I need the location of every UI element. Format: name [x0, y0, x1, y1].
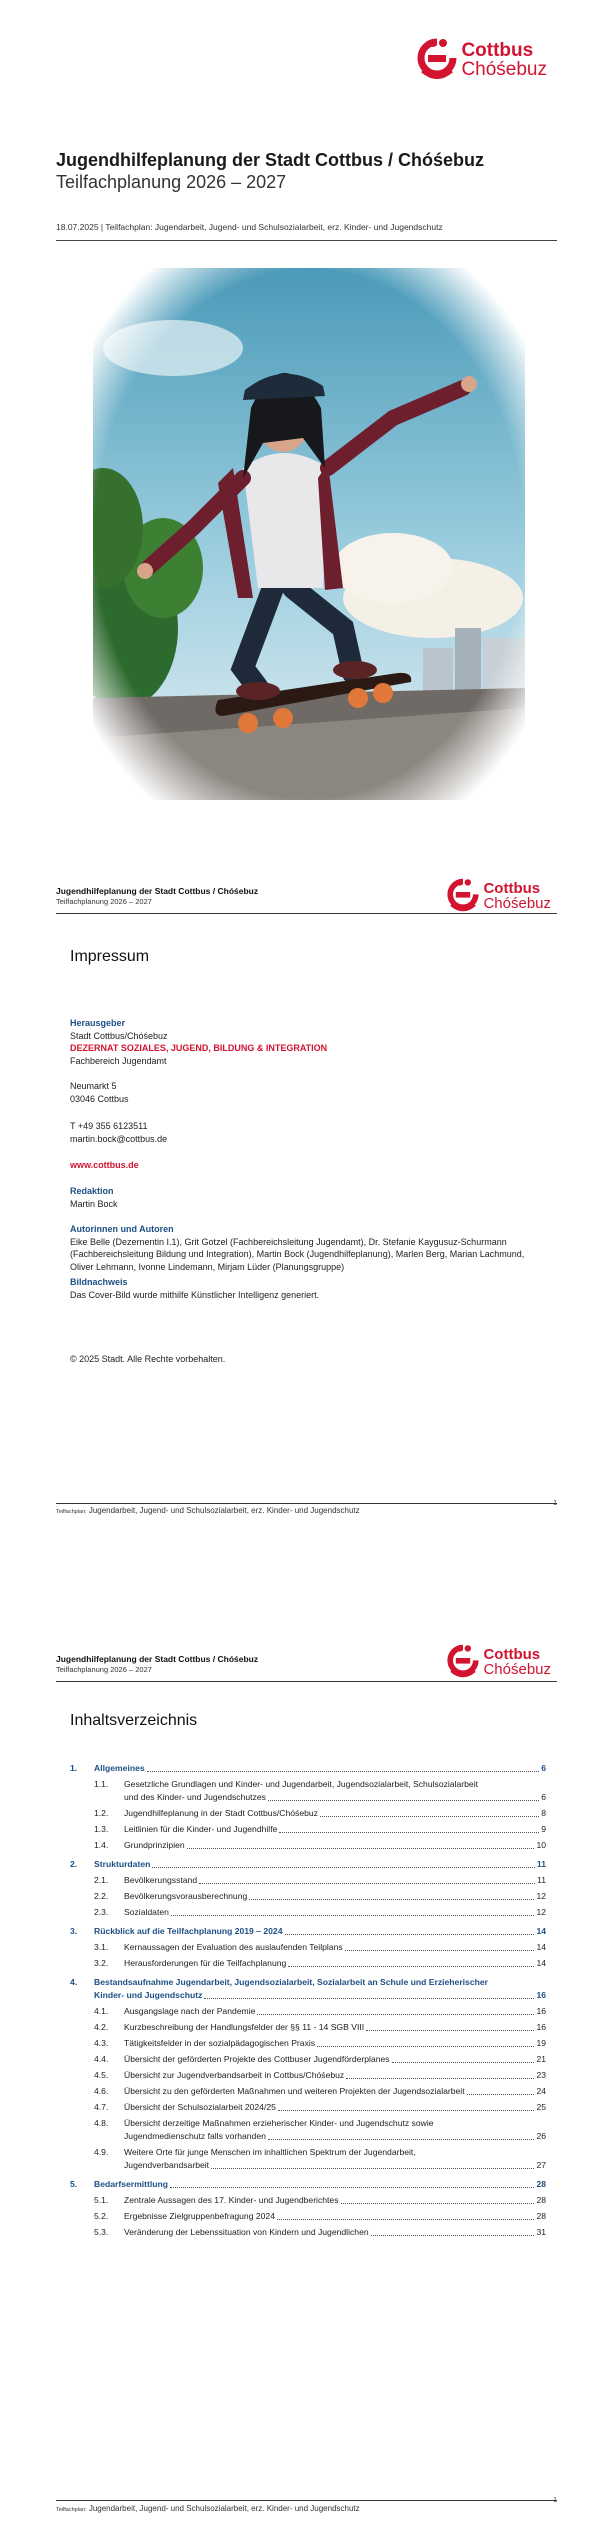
toc-entry-page: 26 [536, 2131, 546, 2141]
toc-entry-page: 8 [541, 1808, 546, 1818]
toc-entry-label: Bedarfsermittlung [94, 2179, 169, 2189]
toc-entry-label: Strukturdaten [94, 1859, 151, 1869]
page-number: 1 [553, 2497, 557, 2504]
toc-entry-page: 31 [536, 2227, 546, 2237]
toc-dot-leader [278, 2110, 535, 2111]
toc-section-entry[interactable] [70, 2146, 546, 2172]
cottbus-emblem-icon [447, 878, 479, 914]
toc-entry-label: Grundprinzipien [124, 1840, 185, 1850]
impressum-heading: Impressum [70, 948, 150, 965]
cover-divider [56, 240, 557, 241]
cottbus-logo [447, 1644, 551, 1680]
toc-section-entry[interactable] [70, 1823, 546, 1836]
toc-dot-leader [320, 1816, 539, 1817]
toc-entry-number: 4.4. [94, 2054, 109, 2064]
toc-section-entry[interactable] [70, 1778, 546, 1804]
toc-entry-label: Ausgangslage nach der Pandemie [124, 2006, 256, 2016]
dezernat-name: DEZERNAT SOZIALES, JUGEND, BILDUNG & INTEGRATION [70, 1043, 328, 1053]
toc-dot-leader [371, 2235, 535, 2236]
logo-name-line2: Chóśebuz [483, 895, 551, 912]
toc-dot-leader [279, 1832, 539, 1833]
address-city: 03046 Cottbus [70, 1093, 129, 1104]
toc-section-entry[interactable] [70, 2226, 546, 2239]
running-header-title: Jugendhilfeplanung der Stadt Cottbus / Chóśebuz [56, 886, 259, 896]
toc-entry-number: 4.8. [94, 2118, 109, 2128]
toc-section-entry[interactable] [70, 1839, 546, 1852]
toc-entry-label: Rückblick auf die Teilfachplanung 2019 – 2024 [94, 1926, 283, 1936]
toc-section-entry[interactable] [70, 1807, 546, 1820]
toc-dot-leader [345, 1950, 535, 1951]
toc-entry-page: 28 [536, 2179, 546, 2189]
toc-entry-number: 4.9. [94, 2147, 109, 2157]
redaktion-label: Redaktion [70, 1186, 114, 1196]
copyright: © 2025 Stadt. Alle Rechte vorbehalten. [70, 1354, 226, 1364]
toc-entry-number: 1. [70, 1763, 78, 1773]
logo-name-line1: Cottbus [483, 880, 541, 897]
toc-section-entry[interactable] [70, 2194, 546, 2207]
toc-section-entry[interactable] [70, 1957, 546, 1970]
cottbus-emblem-icon [417, 38, 457, 82]
toc-entry-page: 12 [536, 1907, 546, 1917]
toc-entry-number: 2.3. [94, 1907, 109, 1917]
footer-prefix: Teilfachplan: [56, 2507, 87, 2513]
toc-entry-page: 16 [536, 2006, 546, 2016]
toc-entry-page: 14 [536, 1958, 546, 1968]
footer-divider [56, 1503, 557, 1504]
contact-phone: T +49 355 6123511 [70, 1121, 148, 1131]
toc-section-entry[interactable] [70, 2117, 546, 2143]
impressum-herausgeber [70, 1017, 540, 1067]
toc-entry-number: 1.2. [94, 1808, 109, 1818]
address-street: Neumarkt 5 [70, 1081, 117, 1091]
toc-entry-label: Jugendhilfeplanung in der Stadt Cottbus/Chóśebuz [124, 1808, 318, 1818]
website-link[interactable]: www.cottbus.de [70, 1160, 139, 1170]
document-subtitle: Teilfachplanung 2026 – 2027 [56, 172, 287, 192]
toc-dot-leader [467, 2094, 535, 2095]
cover-page [0, 0, 595, 860]
toc-entry-page: 16 [536, 2022, 546, 2032]
impressum-bildnachweis [70, 1276, 540, 1301]
bildnachweis-label: Bildnachweis [70, 1277, 128, 1287]
running-header-title: Jugendhilfeplanung der Stadt Cottbus / Chóśebuz [56, 1654, 259, 1664]
toc-entry-label: Gesetzliche Grundlagen und Kinder- und Jugendarbeit, Jugendsozialarbeit, Schulsozialarbeit [124, 1779, 478, 1789]
document-title: Jugendhilfeplanung der Stadt Cottbus / Chóśebuz [56, 150, 484, 170]
toc-entry-label: Zentrale Aussagen des 17. Kinder- und Jugendberichtes [124, 2195, 339, 2205]
cottbus-emblem-icon [447, 1644, 479, 1680]
herausgeber-label: Herausgeber [70, 1018, 126, 1028]
toc-entry-number: 2.1. [94, 1875, 109, 1885]
toc-dot-leader [211, 2168, 534, 2169]
impressum-page [0, 860, 595, 1620]
toc-entry-number: 3.2. [94, 1958, 109, 1968]
footer-text [56, 2504, 360, 2513]
impressum-address [70, 1080, 540, 1105]
toc-entry-label: Übersicht zu den geförderten Maßnahmen und weiteren Projekten der Jugendsozialarbeit [124, 2086, 465, 2096]
toc-entry-number: 5.1. [94, 2195, 109, 2205]
toc-entry-number: 4.7. [94, 2102, 109, 2112]
toc-entry-page: 10 [536, 1840, 546, 1850]
logo-name-line2: Chóśebuz [483, 1661, 551, 1678]
toc-entry-number: 2. [70, 1859, 78, 1869]
toc-entry-label-continued: und des Kinder- und Jugendschutzes [124, 1792, 266, 1802]
toc-dot-leader [285, 1934, 535, 1935]
page-number: 1 [553, 1500, 557, 1507]
impressum-contact [70, 1120, 540, 1145]
redaktion-name: Martin Bock [70, 1198, 118, 1209]
toc-dot-leader [341, 2203, 535, 2204]
logo-name-line2: Chóśebuz [461, 59, 547, 80]
toc-entry-page: 6 [541, 1763, 546, 1773]
toc-section-entry[interactable] [70, 2101, 546, 2114]
toc-entry-label: Kernaussagen der Evaluation des auslaufenden Teilplans [124, 1942, 343, 1952]
toc-section-entry[interactable] [70, 2069, 546, 2082]
toc-dot-leader [199, 1883, 535, 1884]
toc-entry-page: 19 [536, 2038, 546, 2048]
toc-entry-label-continued: Jugendverbandsarbeit [124, 2160, 210, 2170]
toc-dot-leader [257, 2014, 534, 2015]
toc-dot-leader [268, 1800, 539, 1801]
toc-section-entry[interactable] [70, 2037, 546, 2050]
toc-dot-leader [147, 1771, 540, 1772]
toc-entry-label: Weitere Orte für junge Menschen im inhaltlichen Spektrum der Jugendarbeit, [124, 2147, 416, 2157]
toc-entry-page: 16 [536, 1990, 546, 2000]
footer-title: Jugendarbeit, Jugend- und Schulsozialarbeit, erz. Kinder- und Jugendschutz [88, 2504, 360, 2513]
toc-entry-label: Übersicht zur Jugendverbandsarbeit in Cottbus/Chóśebuz [124, 2070, 345, 2080]
toc-entry-page: 9 [541, 1824, 546, 1834]
toc-entry-page: 11 [536, 1859, 546, 1869]
autoren-list: Eike Belle (Dezernentin I.1), Grit Gotzel (Fachbereichsleitung Jugendamt), Dr. Stefanie Kaygusuz-Schurmann (Fachbereichsleitung Bildung und Integration), Martin Bock (Jugendhilfeplanung), Marlen Berg, Marian Lachmund, Oliver Lehmann, Ivonne Lindemann, Mirjam Lüder (Planungsgruppe) [70, 1236, 525, 1272]
footer-text [56, 1506, 360, 1515]
toc-dot-leader [288, 1966, 534, 1967]
toc-dot-leader [170, 2187, 534, 2188]
toc-dot-leader [249, 1899, 534, 1900]
toc-entry-number: 4.6. [94, 2086, 109, 2096]
footer-title: Jugendarbeit, Jugend- und Schulsozialarbeit, erz. Kinder- und Jugendschutz [88, 1506, 360, 1515]
cottbus-logo [447, 878, 551, 914]
toc-dot-leader [366, 2030, 534, 2031]
toc-entry-page: 28 [536, 2211, 546, 2221]
toc-entry-number: 5.3. [94, 2227, 109, 2237]
footer-divider [56, 2500, 557, 2501]
toc-entry-label-continued: Jugendmedienschutz falls vorhanden [124, 2131, 266, 2141]
toc-entry-page: 25 [536, 2102, 546, 2112]
toc-entry-label: Ergebnisse Zielgruppenbefragung 2024 [124, 2211, 275, 2221]
toc-entry-label: Bevölkerungsvorausberechnung [124, 1891, 248, 1901]
toc-entry-page: 6 [541, 1792, 546, 1802]
toc-heading: Inhaltsverzeichnis [70, 1712, 198, 1729]
toc-entry-number: 4.2. [94, 2022, 109, 2032]
toc-entry-page: 12 [536, 1891, 546, 1901]
toc-section-entry[interactable] [70, 2053, 546, 2066]
toc-entry-label: Übersicht der geförderten Projekte des Cottbuser Jugendförderplanes [124, 2054, 390, 2064]
toc-entry-label: Übersicht der Schulsozialarbeit 2024/25 [124, 2102, 276, 2112]
toc-entry-page: 14 [536, 1942, 546, 1952]
toc-page [0, 1620, 595, 2536]
toc-entry-label: Leitlinien für die Kinder- und Jugendhilfe [124, 1824, 278, 1834]
toc-dot-leader [187, 1848, 535, 1849]
toc-entry-label: Übersicht derzeitige Maßnahmen erzieherischer Kinder- und Jugendschutz sowie [124, 2118, 434, 2128]
toc-entry-label: Herausforderungen für die Teilfachplanung [124, 1958, 287, 1968]
logo-name-line1: Cottbus [461, 40, 534, 61]
toc-entry-number: 5.2. [94, 2211, 109, 2221]
toc-chapter-entry[interactable] [70, 1762, 546, 1775]
toc-entry-number: 4.3. [94, 2038, 109, 2048]
toc-entry-number: 3. [70, 1926, 78, 1936]
contact-email[interactable]: martin.bock@cottbus.de [70, 1133, 168, 1144]
toc-dot-leader [346, 2078, 534, 2079]
toc-dot-leader [317, 2046, 534, 2047]
toc-section-entry[interactable] [70, 1906, 546, 1919]
toc-entry-number: 1.3. [94, 1824, 109, 1834]
toc-entry-number: 4.1. [94, 2006, 109, 2016]
toc-entry-page: 23 [536, 2070, 546, 2080]
toc-chapter-entry[interactable] [70, 1858, 546, 1871]
toc-section-entry[interactable] [70, 1941, 546, 1954]
toc-entry-page: 24 [536, 2086, 546, 2096]
toc-entry-page: 11 [537, 1875, 546, 1885]
cover-illustration [93, 268, 525, 800]
footer-prefix: Teilfachplan: [56, 1509, 87, 1515]
toc-chapter-entry[interactable] [70, 1925, 546, 1938]
toc-section-entry[interactable] [70, 1874, 546, 1887]
logo-name-line1: Cottbus [483, 1646, 541, 1663]
running-header-divider [56, 1681, 557, 1682]
toc-entry-label: Kurzbeschreibung der Handlungsfelder der §§ 11 - 14 SGB VIII [124, 2022, 365, 2032]
toc-entry-label: Bevölkerungsstand [124, 1875, 198, 1885]
impressum-autoren [70, 1223, 540, 1273]
impressum-redaktion [70, 1185, 540, 1210]
toc-dot-leader [277, 2219, 534, 2220]
document-meta: 18.07.2025 | Teilfachplan: Jugendarbeit, Jugend- und Schulsozialarbeit, erz. Kinder- und Jugendschutz [56, 222, 443, 232]
toc-entry-number: 4.5. [94, 2070, 109, 2080]
toc-entry-label: Veränderung der Lebenssituation von Kindern und Jugendlichen [124, 2227, 369, 2237]
toc-dot-leader [392, 2062, 535, 2063]
running-header-subtitle: Teilfachplanung 2026 – 2027 [56, 897, 152, 906]
toc-entry-number: 3.1. [94, 1942, 109, 1952]
autoren-label: Autorinnen und Autoren [70, 1224, 174, 1234]
toc-entry-page: 28 [536, 2195, 546, 2205]
toc-section-entry[interactable] [70, 1890, 546, 1903]
toc-entry-page: 21 [536, 2054, 546, 2064]
toc-dot-leader [204, 1998, 534, 1999]
toc-dot-leader [268, 2139, 535, 2140]
toc-chapter-entry[interactable] [70, 1976, 546, 2002]
toc-entry-label: Allgemeines [94, 1763, 145, 1773]
toc-entry-page: 27 [536, 2160, 546, 2170]
toc-entry-number: 1.4. [94, 1840, 109, 1850]
bildnachweis-text: Das Cover-Bild wurde mithilfe Künstlicher Intelligenz generiert. [70, 1289, 320, 1300]
toc-entry-number: 2.2. [94, 1891, 109, 1901]
toc-entry-number: 1.1. [94, 1779, 109, 1789]
toc-section-entry[interactable] [70, 2005, 546, 2018]
toc-section-entry[interactable] [70, 2085, 546, 2098]
fachbereich-name: Fachbereich Jugendamt [70, 1055, 167, 1066]
toc-entry-label: Sozialdaten [124, 1907, 169, 1917]
toc-entry-label: Tätigkeitsfelder in der sozialpädagogischen Praxis [124, 2038, 316, 2048]
cottbus-logo [417, 38, 547, 82]
toc-entry-label: Bestandsaufnahme Jugendarbeit, Jugendsozialarbeit, Sozialarbeit an Schule und Erzieherischer [94, 1977, 488, 1987]
toc-entry-label-continued: Kinder- und Jugendschutz [94, 1990, 203, 2000]
toc-entry-page: 14 [536, 1926, 546, 1936]
toc-section-entry[interactable] [70, 2021, 546, 2034]
herausgeber-city: Stadt Cottbus/Chóśebuz [70, 1030, 168, 1041]
toc-dot-leader [152, 1867, 535, 1868]
toc-entry-number: 4. [70, 1977, 78, 1987]
toc-entry-number: 5. [70, 2179, 78, 2189]
toc-dot-leader [171, 1915, 535, 1916]
toc-section-entry[interactable] [70, 2210, 546, 2223]
toc-chapter-entry[interactable] [70, 2178, 546, 2191]
running-header-subtitle: Teilfachplanung 2026 – 2027 [56, 1665, 152, 1674]
